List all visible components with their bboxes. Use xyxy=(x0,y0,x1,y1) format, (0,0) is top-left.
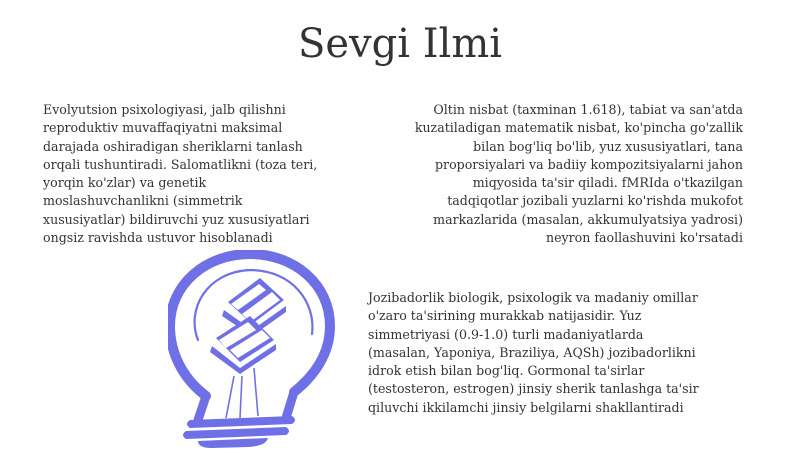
slide-title: Sevgi Ilmi xyxy=(297,21,503,67)
lightbulb-book-icon xyxy=(168,250,338,450)
paragraph-attractiveness-factors: Jozibadorlik biologik, psixologik va madaniy omillar o'zaro ta'sirining murakkab natijasidir. Yuz simmetriyasi (0.9-1.0) turli madaniyatlarda (masalan, Yaponiya, Braziliya, AQSh) jozibadorlikni idrok etish bilan bog'liq. Gormonal ta'sirlar (testosteron, estrogen) jinsiy sherik tanlashga ta'sir qiluvchi ikkilamchi jinsiy belgilarni shakllantiradi xyxy=(368,290,699,415)
paragraph-golden-ratio: Oltin nisbat (taxminan 1.618), tabiat va san'atda kuzatiladigan matematik nisbat, ko'pincha go'zallik bilan bog'liq bo'lib, yuz xususiyatlari, tana proporsiyalari va badiiy kompozitsiyalarni jahon miqyosida ta'sir qiladi. fMRIda o'tkazilgan tadqiqotlar jozibali yuzlarni ko'rishda mukofot markazlarida (masalan, akkumulyatsiya yadrosi) neyron faollashuvini ko'rsatadi xyxy=(414,102,743,246)
paragraph-evolutionary-psychology: Evolyutsion psixologiyasi, jalb qilishni reproduktiv muvaffaqiyatni maksimal darajada oshiradigan sheriklarni tanlash orqali tushuntiradi. Salomatlikni (toza teri, yorqin ko'zlar) va genetik moslashuvchanlikni (simmetrik xususiyatlar) bildiruvchi yuz xususiyatlari ongsiz ravishda ustuvor hisoblanadi xyxy=(43,102,318,246)
